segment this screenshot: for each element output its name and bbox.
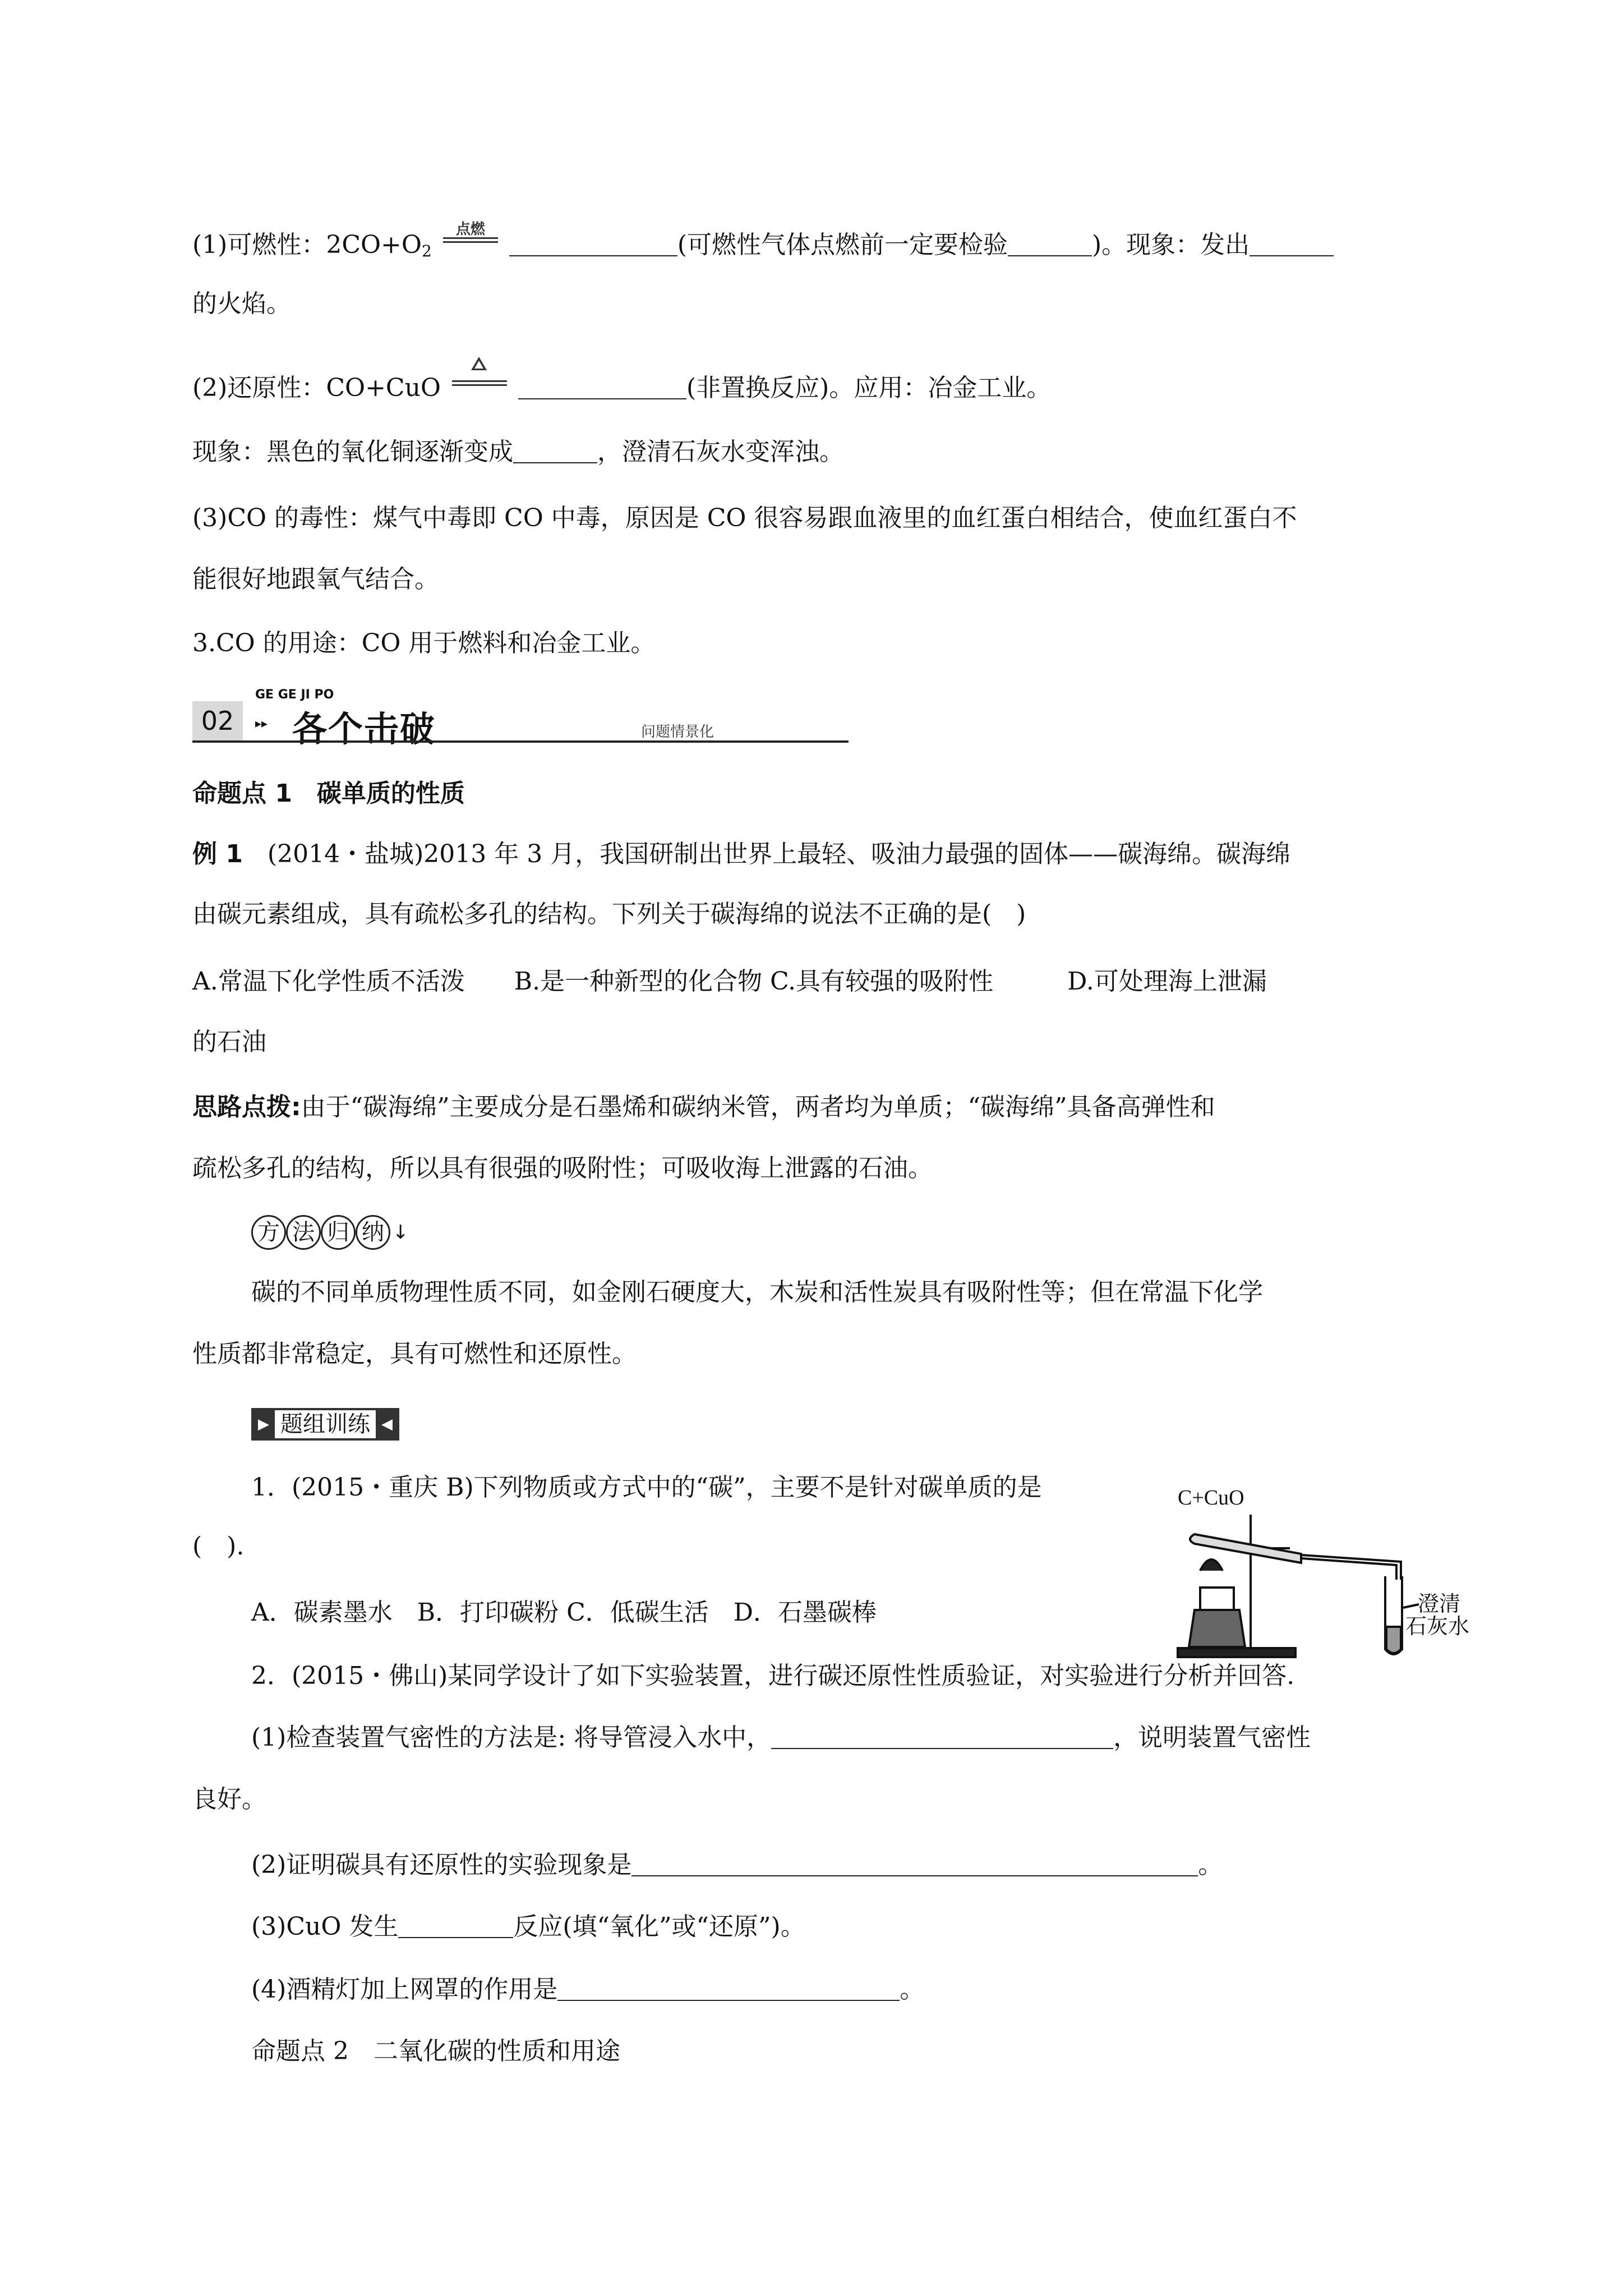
alcohol-lamp-icon [1189,1559,1245,1647]
flame-blank[interactable] [1249,233,1334,256]
reducing-product-blank[interactable] [518,376,686,399]
arrow-down-icon: ↓ [393,1221,409,1244]
experiment-apparatus [1161,1481,1475,1666]
q2-line1: 2．(2015・佛山)某同学设计了如下实验装置，进行碳还原性性质验证，对实验进行分析并回答. [251,1662,1295,1690]
check-blank[interactable] [1008,233,1092,256]
phenomenon-text: )。现象：发出 [1092,231,1250,259]
topic1-heading: 命题点 1 碳单质的性质 [192,779,465,808]
hint-line1 [192,1091,1215,1124]
airtight-blank[interactable] [771,1726,1113,1749]
summary-line2: 性质都非常稳定，具有可燃性和还原性。 [192,1340,637,1368]
example1-line1 [192,838,1290,871]
q2-sub2-pre: (2)证明碳具有还原性的实验现象是 [251,1851,632,1879]
co-toxicity-line2 [192,563,439,596]
hint-text1: 由于“碳海绵”主要成分是石墨烯和碳纳米管，两者均为单质；“碳海绵”具备高弹性和 [301,1093,1215,1121]
section-arrows-icon: ▸▸ [255,717,268,731]
q2-sub3-post: 反应(填“氧化”或“还原”)。 [513,1912,805,1941]
q2-sub1-pre: (1)检查装置气密性的方法是: 将导管浸入水中， [251,1723,772,1752]
method-char-2: 法 [286,1215,321,1250]
phenomenon-pre: 现象：黑色的氧化铜逐渐变成 [192,438,513,466]
example1-line2: 由碳元素组成，具有疏松多孔的结构。下列关于碳海绵的说法不正确的是( ) [192,900,1026,928]
q2-sub3 [251,1910,805,1944]
q2-sub2-post: 。 [1198,1851,1223,1879]
co-flammability-line [192,221,1334,268]
apparatus-label-top: C+CuO [1178,1486,1244,1510]
reducing-label: (2)还原性：CO+CuO [192,374,441,402]
toxicity-text1: (3)CO 的毒性：煤气中毒即 CO 中毒，原因是 CO 很容易跟血液里的血红蛋白相结合，使血红蛋白不 [192,504,1297,532]
section-rule [243,740,849,743]
topic2-heading: 命题点 2 二氧化碳的性质和用途 [251,2037,620,2065]
equation-left: 2CO+O [326,231,422,259]
test-tube-heated-icon [1190,1534,1401,1580]
method-summary-title [251,1213,409,1252]
q2-sub4-post: 。 [900,1975,925,2004]
summary-line1: 碳的不同单质物理性质不同，如金刚石硬度大，木炭和活性炭具有吸附性等；但在常温下化学 [251,1278,1263,1306]
condition-text: 点燃 [455,221,485,238]
q1-line2: ( ). [192,1532,245,1561]
toxicity-text2: 能很好地跟氧气结合。 [192,565,439,593]
method-char-4: 纳 [356,1215,390,1250]
flammability-label: (1)可燃性： [192,231,326,259]
phenomenon-answer-blank[interactable] [631,1853,1198,1876]
q2-sub1 [251,1721,1311,1755]
example1-options2: 的石油 [192,1028,266,1056]
q1-options: A．碳素墨水 B．打印碳粉 C．低碳生活 D．石墨碳棒 [251,1598,877,1627]
section-subtitle: 问题情景化 [641,724,714,740]
triangle-right-icon: ▶ [258,1416,269,1433]
hint-line2: 疏松多孔的结构，所以具有很强的吸附性；可吸收海上泄露的石油。 [192,1154,933,1182]
product-blank[interactable] [509,233,677,256]
triangle-left-icon: ◀ [381,1416,393,1433]
section-title: 各个击破 [292,708,436,749]
example-text1: (2014・盐城)2013 年 3 月，我国研制出世界上最轻、吸油力最强的固体——碳海绵。碳海绵 [242,840,1291,868]
flame-text: 的火焰。 [192,289,291,318]
practice-badge [251,1408,399,1441]
q2-sub4-pre: (4)酒精灯加上网罩的作用是 [251,1975,558,2004]
section-header [192,683,849,751]
co-toxicity-line1 [192,501,1297,535]
uses-text: 3.CO 的用途：CO 用于燃料和冶金工业。 [192,629,656,657]
co-uses-line [192,627,655,660]
check-note: (可燃性气体点燃前一定要检验 [677,231,1008,259]
q1-line1: 1．(2015・重庆 B)下列物质或方式中的“碳”，主要不是针对碳单质的是 [251,1473,1042,1502]
method-char-1: 方 [251,1215,286,1250]
color-blank[interactable] [513,440,597,463]
q2-sub2 [251,1848,1223,1882]
q2-sub1-line2: 良好。 [192,1785,266,1814]
lamp-mesh-blank[interactable] [557,1977,900,2001]
subscript-2: 2 [422,242,432,260]
example1-options: A.常温下化学性质不活泼 B.是一种新型的化合物 C.具有较强的吸附性 D.可处理海上泄漏 [192,967,1267,996]
apparatus-label-clear: 澄清 [1418,1593,1461,1616]
phenomenon-post: ，澄清石灰水变浑浊。 [597,438,844,466]
section-number: 02 [192,701,243,743]
example-label: 例 1 [192,840,243,868]
method-char-3: 归 [321,1215,356,1250]
ignite-condition [440,221,501,255]
heat-condition [449,370,510,398]
co-flammability-line2 [192,287,291,321]
q2-sub1-post: ，说明装置气密性 [1113,1723,1311,1752]
co-phenomenon-line [192,435,844,469]
q2-sub4 [251,1973,924,2007]
apparatus-label-limewater: 石灰水 [1405,1615,1470,1639]
reaction-type-blank[interactable] [398,1915,513,1938]
practice-badge-label: 题组训练 [275,1410,376,1438]
hint-label: 思路点拨: [192,1093,301,1121]
reducing-note: (非置换反应)。应用：冶金工业。 [686,374,1052,402]
section-pinyin: GE GE JI PO [255,688,334,702]
co-reducing-line [192,370,1051,405]
q2-sub3-pre: (3)CuO 发生 [251,1912,399,1941]
